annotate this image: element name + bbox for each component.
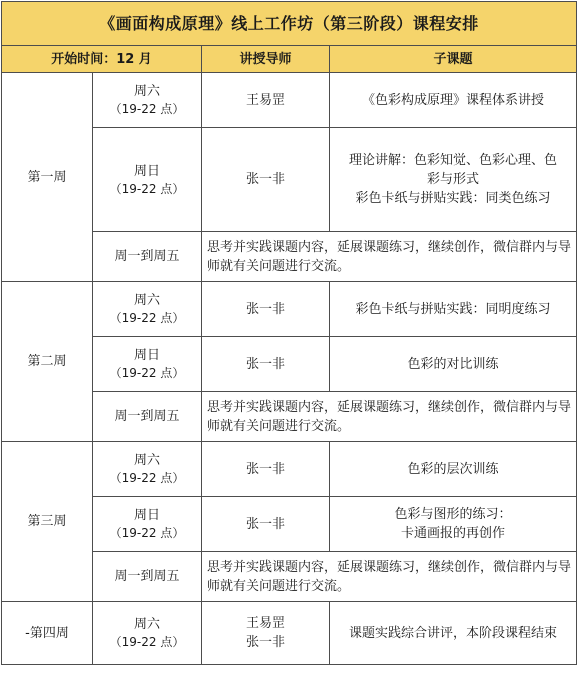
day-time: （19-22 点） <box>109 526 185 540</box>
day-name: 周日 <box>133 348 160 363</box>
topic-cell: 彩色卡纸与拼贴实践：同明度练习 <box>330 282 577 337</box>
mentor-line: 张一非 <box>245 635 285 650</box>
week-label: 第一周 <box>2 73 93 282</box>
week-label: 第二周 <box>2 282 93 442</box>
topic-line: 色彩与图形的练习： <box>394 507 512 522</box>
topic-cell: 色彩的对比训练 <box>330 337 577 392</box>
week-label: -第四周 <box>2 602 93 665</box>
table-row <box>2 282 577 337</box>
header-mentor: 讲授导师 <box>202 46 330 73</box>
schedule-table <box>1 1 577 665</box>
day-time: （19-22 点） <box>109 471 185 485</box>
day-cell: 周一到周五 <box>93 232 202 282</box>
day-time: （19-22 点） <box>109 366 185 380</box>
day-name: 周六 <box>133 617 160 632</box>
mentor-cell: 张一非 <box>202 282 330 337</box>
weekday-note: 思考并实践课题内容，延展课题练习，继续创作，微信群内与导师就有关问题进行交流。 <box>202 232 577 282</box>
day-cell <box>93 282 202 337</box>
day-time: （19-22 点） <box>109 311 185 325</box>
topic-cell: 色彩的层次训练 <box>330 442 577 497</box>
topic-line: 卡通画报的再创作 <box>401 526 506 541</box>
day-cell: 周一到周五 <box>93 392 202 442</box>
day-cell <box>93 497 202 552</box>
topic-line: 彩与形式 <box>427 172 480 187</box>
mentor-cell: 张一非 <box>202 497 330 552</box>
day-name: 周六 <box>133 293 160 308</box>
header-row <box>2 46 577 73</box>
mentor-line: 王易罡 <box>245 616 285 631</box>
topic-line: 彩色卡纸与拼贴实践：同类色练习 <box>355 191 551 206</box>
header-topic: 子课题 <box>330 46 577 73</box>
day-time: （19-22 点） <box>109 102 185 116</box>
week-label: 第三周 <box>2 442 93 602</box>
topic-cell <box>330 128 577 232</box>
table-row <box>2 602 577 665</box>
table-row <box>2 442 577 497</box>
mentor-cell: 王易罡 <box>202 73 330 128</box>
mentor-cell: 张一非 <box>202 442 330 497</box>
day-cell: 周一到周五 <box>93 552 202 602</box>
topic-cell: 课题实践综合讲评，本阶段课程结束 <box>330 602 577 665</box>
header-start-time: 开始时间：12 月 <box>2 46 202 73</box>
day-name: 周六 <box>133 84 160 99</box>
mentor-cell: 张一非 <box>202 337 330 392</box>
mentor-cell: 张一非 <box>202 128 330 232</box>
day-time: （19-22 点） <box>109 181 185 196</box>
day-name: 周六 <box>133 453 160 468</box>
day-cell <box>93 128 202 232</box>
topic-line: 理论讲解：色彩知觉、色彩心理、色 <box>349 153 558 168</box>
day-cell <box>93 73 202 128</box>
day-time: （19-22 点） <box>109 635 185 649</box>
mentor-cell <box>202 602 330 665</box>
table-row <box>2 73 577 128</box>
topic-cell <box>330 497 577 552</box>
day-cell <box>93 337 202 392</box>
topic-cell: 《色彩构成原理》课程体系讲授 <box>330 73 577 128</box>
day-name: 周日 <box>133 508 160 523</box>
weekday-note: 思考并实践课题内容，延展课题练习，继续创作，微信群内与导师就有关问题进行交流。 <box>202 392 577 442</box>
page-title: 《画面构成原理》线上工作坊（第三阶段）课程安排 <box>2 2 577 46</box>
day-name: 周日 <box>133 163 160 179</box>
day-cell <box>93 602 202 665</box>
weekday-note: 思考并实践课题内容，延展课题练习，继续创作，微信群内与导师就有关问题进行交流。 <box>202 552 577 602</box>
day-cell <box>93 442 202 497</box>
